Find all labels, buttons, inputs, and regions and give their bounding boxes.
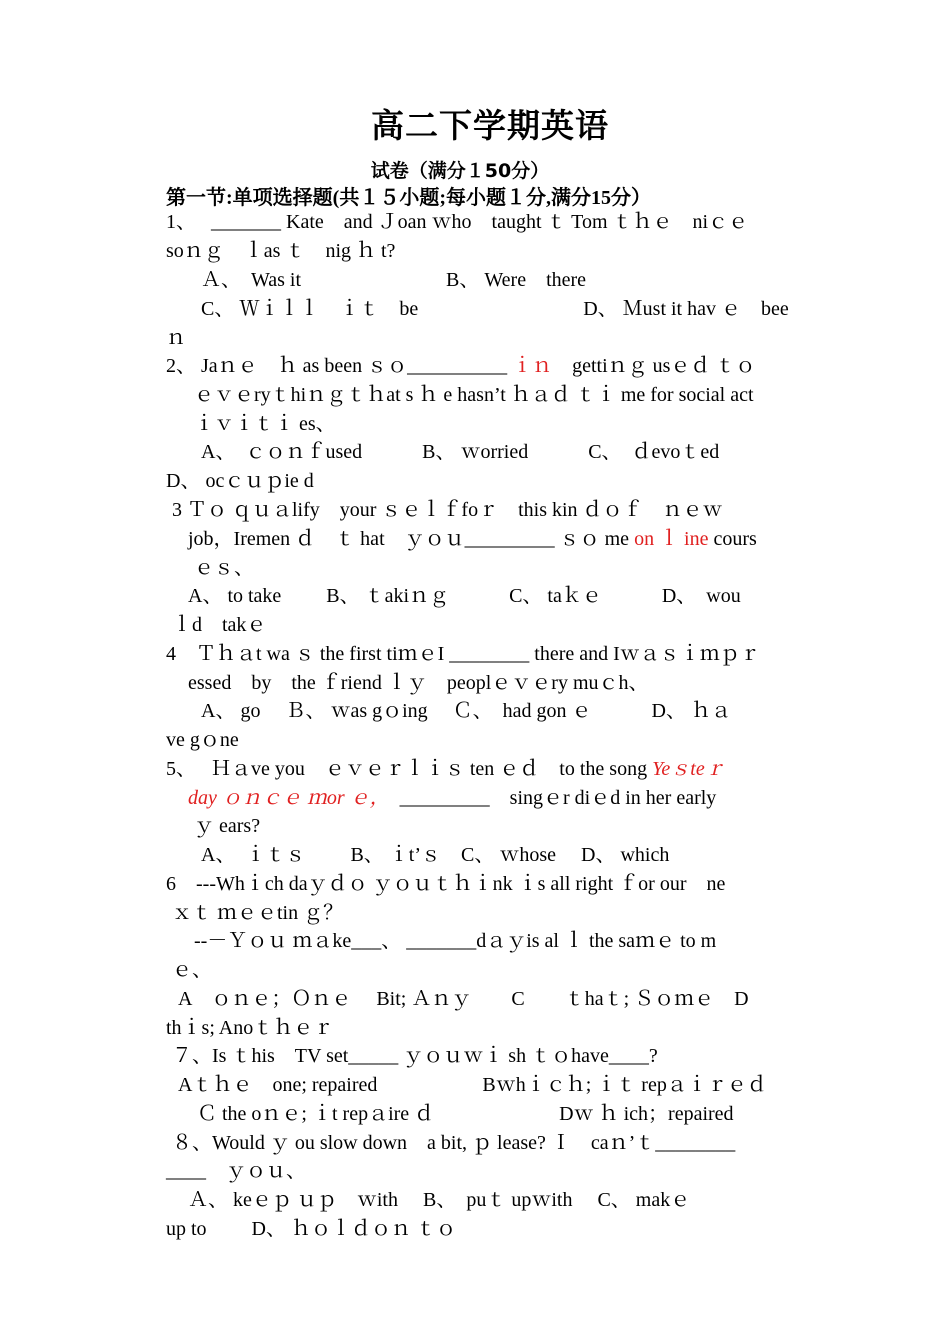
text-line <box>166 1215 456 1243</box>
text-line <box>188 669 649 697</box>
line-text: ｘｔ ｍｅｅtin ｇ？ <box>172 902 344 924</box>
text-line <box>188 784 716 812</box>
text-line <box>172 1042 658 1070</box>
line-text: ｙ ears? <box>194 815 261 837</box>
text-line <box>194 927 716 955</box>
line-text: 4 Ｔｈａt wa ｓ the first tiｍｅI ________ there and Iｗａｓｉｍｐｒ <box>166 643 760 665</box>
text-line <box>166 208 748 236</box>
text-line <box>188 525 757 553</box>
document-subtitle: 试卷（满分１50分） <box>370 160 550 182</box>
line-text: ____ ｙｏｕ、 <box>166 1160 306 1182</box>
text-line <box>194 410 336 438</box>
line-text: 3 Ｔｏ ｑｕａlify your ｓｅｌｆfoｒ this kin ｄｏｆ ｎｅｗ <box>172 499 723 521</box>
text-line <box>201 697 731 725</box>
line-text: Ａ、 Was it B、 Were there <box>201 269 587 291</box>
line-text: cours <box>708 528 757 550</box>
line-text: ｅｓ、 <box>194 557 254 579</box>
line-text: ｎ <box>166 327 186 349</box>
line-text: A、 ｃｏｎｆused B、 ｗorried C、 ｄevoｔed <box>201 441 720 463</box>
line-text: Ａ、 keｅｐ ｕｐ ｗith B、 puｔ upｗith C、 makｅ <box>188 1189 691 1211</box>
line-text: 6 ---Whｉch daｙｄｏ ｙｏｕｔｈｉnk ｉs all right ｆor our ne <box>166 873 726 895</box>
text-line <box>172 956 212 984</box>
line-text: A ｏｎｅ；Ｏｎｅ Bit; Ａｎｙ C ｔhaｔ; Ｓｏｍｅ D <box>178 988 749 1010</box>
line-text: ｅｖｅryｔhiｎｇｔｈat s ｈ e hasn’t ｈａｄ ｔｉ me for social act <box>194 384 754 406</box>
line-text: C、 Ｗｉｌｌ ｉｔ be D、 Ｍust it hav ｅ bee <box>201 298 789 320</box>
line-text: 2、 Jaｎｅ ｈ as been ｓｏ__________ <box>166 355 513 377</box>
line-text: ７、Is ｔhis TV set_____ ｙｏｕｗｉ sh ｔｏhave____? <box>172 1045 658 1067</box>
text-line <box>201 438 719 466</box>
line-text: 5、 Ｈａve you ｅｖｅｒｌｉｓ ten ｅｄ to the song <box>166 758 653 780</box>
text-line <box>188 1186 690 1214</box>
text-line <box>172 1129 735 1157</box>
document-title: 高二下学期英语 <box>371 106 609 145</box>
text-line <box>166 352 755 380</box>
text-line <box>166 1157 306 1185</box>
line-text: A、 go Ｂ、 ｗas gｏing Ｃ、 had gon ｅ D、 ｈａ <box>201 700 731 722</box>
text-line <box>166 1014 333 1042</box>
line-text: A、 ｉｔｓ B、 ｉt’ｓ C、 ｗhose D、 which <box>201 844 670 866</box>
line-text: essed by the ｆriend ｌｙ peoplｅｖｅry muｃh、 <box>188 672 649 694</box>
text-line <box>178 1071 767 1099</box>
highlighted-text: Yeｓteｒ <box>652 758 725 780</box>
text-line <box>166 237 395 265</box>
text-line <box>172 611 266 639</box>
highlighted-text: day ｏｎｃｅ ｍor ｅ， <box>188 787 380 809</box>
line-text: up to D、 ｈｏｌｄｏｎ ｔｏ <box>166 1218 456 1240</box>
highlighted-text: ｉｎ <box>512 355 553 377</box>
line-text: 1、 _______ Kate and Ｊoan ｗho taught ｔ Tom ｔｈｅ niｃｅ <box>166 211 749 233</box>
line-text: ｌd takｅ <box>172 614 267 636</box>
line-text: _________ singｅr diｅd in her early <box>379 787 717 809</box>
text-line <box>166 870 725 898</box>
line-text: ｉｖｉｔｉ es、 <box>194 413 336 435</box>
text-line <box>166 640 760 668</box>
text-line <box>201 295 789 323</box>
line-text: soｎｇ ｌas ｔ nig ｈ t? <box>166 240 396 262</box>
text-line <box>201 266 586 294</box>
text-line <box>172 496 723 524</box>
text-line <box>178 985 749 1013</box>
line-text: D、 ocｃｕｐie d <box>166 470 314 492</box>
line-text: ８、Would ｙ ou slow down a bit, ｐ lease? Ｉ caｎ’ｔ________ <box>172 1132 736 1154</box>
text-line <box>188 582 741 610</box>
line-text: gettiｎｇ usｅｄ ｔｏ <box>552 355 756 377</box>
text-line <box>172 899 343 927</box>
text-line <box>197 1100 734 1128</box>
text-line <box>166 755 725 783</box>
line-text: --－Ｙｏｕ ｍａke___、 _______dａｙis al ｌ the saｍｅ to m <box>194 930 717 952</box>
text-line <box>194 812 260 840</box>
text-line <box>194 381 754 409</box>
line-text: A、 to take B、 ｔakiｎｇ C、 taｋｅ D、 wou <box>188 585 741 607</box>
text-line <box>166 324 186 352</box>
line-text: thｉs; Anoｔｈｅｒ <box>166 1017 334 1039</box>
text-line <box>166 467 314 495</box>
line-text: ve gｏne <box>166 729 239 751</box>
line-text: job，Iremen ｄ ｔ hat ｙｏｕ_________ ｓｏ me <box>188 528 635 550</box>
line-text: Ｃ the oｎｅ; ｉt repａire ｄ Dｗ ｈ ich；repaired <box>197 1103 734 1125</box>
highlighted-text: on ｌ ine <box>634 528 709 550</box>
text-line <box>201 841 669 869</box>
line-text: ｅ、 <box>172 959 212 981</box>
text-line <box>194 554 254 582</box>
line-text: Aｔｈｅ one; repaired Bｗhｉｃｈ; ｉｔ repａｉｒｅｄ <box>178 1074 767 1096</box>
text-line <box>166 726 239 754</box>
section-heading: 第一节:单项选择题(共１５小题;每小题１分,满分15分） <box>166 187 651 209</box>
